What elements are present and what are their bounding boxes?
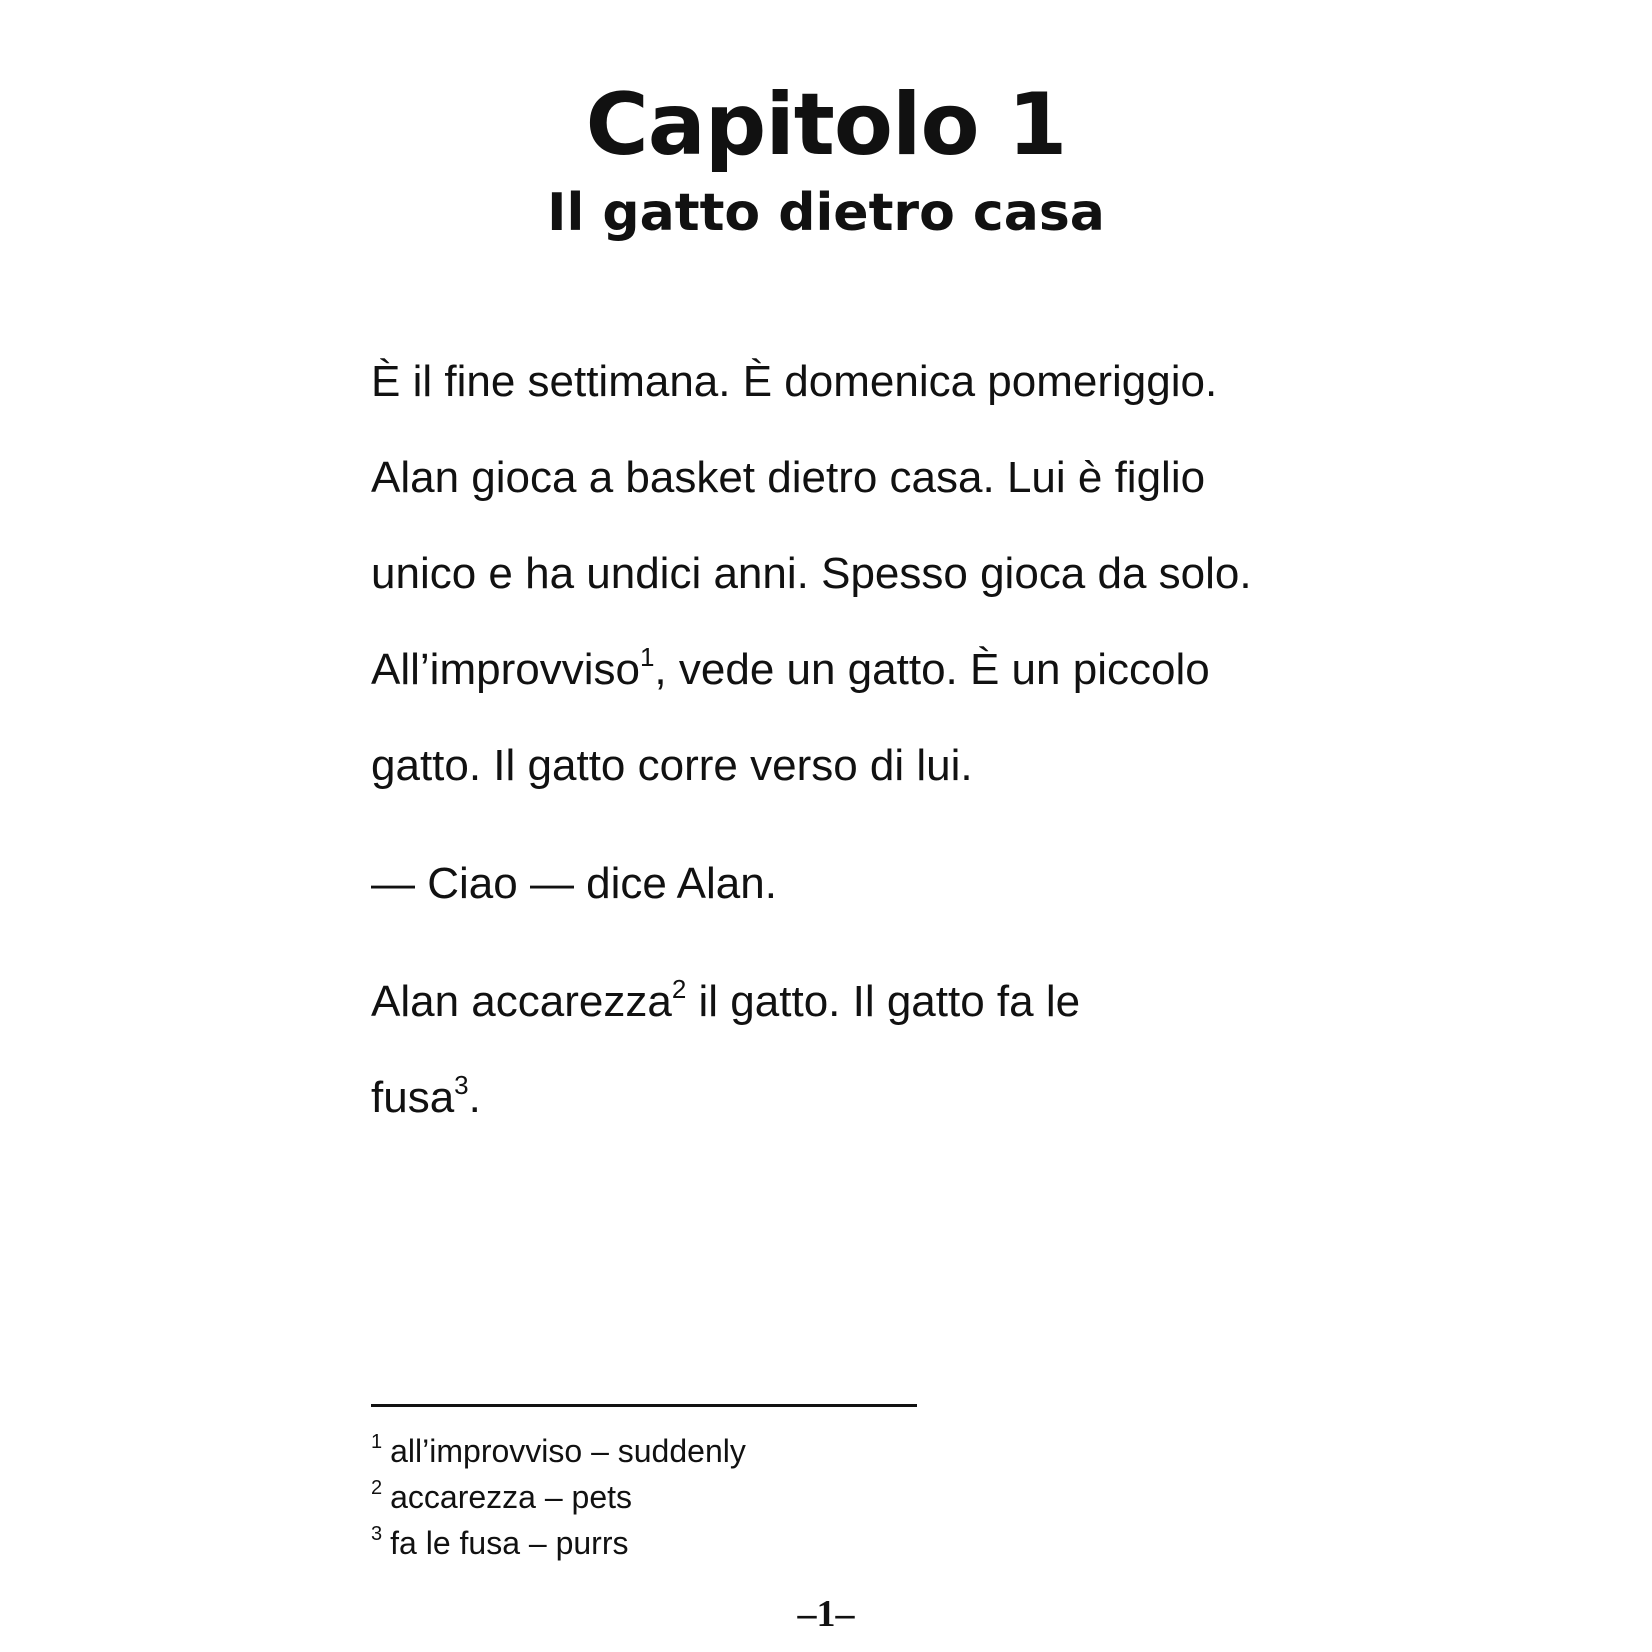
story-text-segment: All’improvviso (371, 645, 640, 694)
footnote-ref: 2 (671, 974, 687, 1004)
story-line: È il fine settimana. È domenica pomeriggio. (371, 357, 1218, 406)
footnote-divider (371, 1404, 917, 1407)
story-line: Alan gioca a basket dietro casa. Lui è figlio (371, 453, 1206, 502)
page-number: –1– (797, 1593, 855, 1635)
story-text-segment: , vede un gatto. È un piccolo (654, 645, 1210, 694)
story-text-segment: fusa (371, 1073, 455, 1122)
story-line: gatto. Il gatto corre verso di lui. (371, 741, 973, 790)
chapter-subtitle: Il gatto dietro casa (547, 183, 1105, 243)
footnote-ref: 1 (639, 642, 655, 672)
footnote-text: all’improvviso – suddenly (390, 1433, 746, 1469)
story-text-segment: il gatto. Il gatto fa le (686, 977, 1081, 1026)
footnote-ref: 3 (454, 1070, 469, 1100)
footnote-marker: 1 (371, 1431, 383, 1453)
dialogue-line: — Ciao — dice Alan. (371, 859, 777, 908)
footnote-marker: 3 (371, 1523, 383, 1545)
story-text-segment: . (468, 1073, 481, 1122)
footnote-item (371, 1428, 746, 1474)
footnote-item (371, 1474, 746, 1520)
footnote-text: fa le fusa – purrs (390, 1525, 629, 1561)
footnote-text: accarezza – pets (390, 1479, 633, 1515)
story-line: unico e ha undici anni. Spesso gioca da solo. (371, 549, 1252, 598)
story-line (371, 642, 1210, 703)
story-text-segment: Alan accarezza (371, 977, 672, 1026)
story-line (371, 974, 1080, 1035)
footnotes (371, 1428, 746, 1566)
footnote-marker: 2 (371, 1477, 383, 1499)
story-line (371, 1070, 481, 1131)
chapter-title: Capitolo 1 (585, 75, 1067, 175)
footnote-item (371, 1520, 746, 1566)
